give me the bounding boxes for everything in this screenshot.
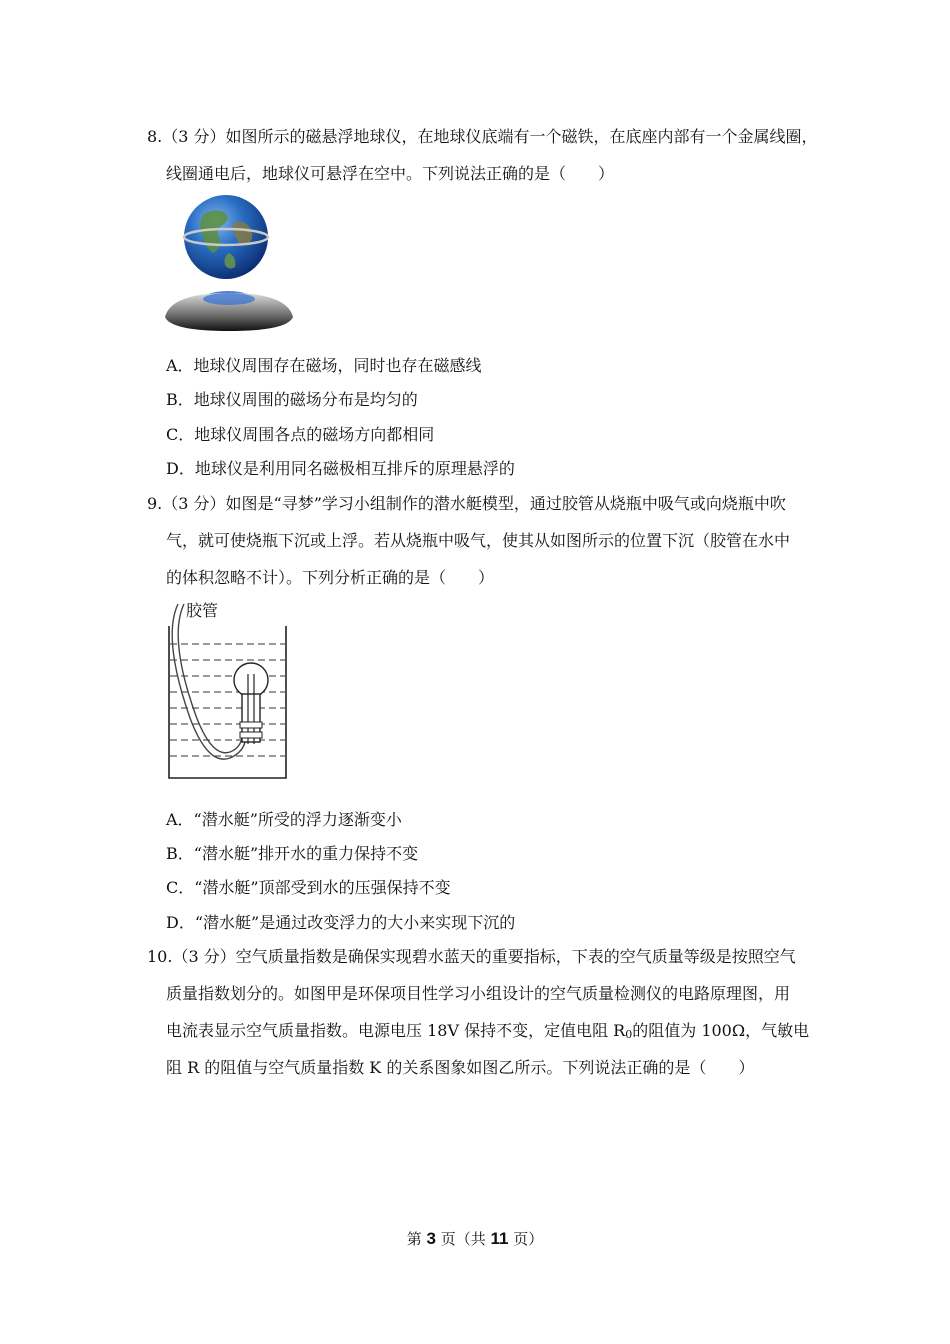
q10-stem-line1: 10.（3 分）空气质量指数是确保实现碧水蓝天的重要指标，下表的空气质量等级是按照空气 [147, 947, 796, 966]
q9-option-b: B．“潜水艇”排开水的重力保持不变 [166, 844, 419, 863]
q10-stem-line3: 电流表显示空气质量指数。电源电压 18V 保持不变，定值电阻 $R_0$的阻值为 100Ω，气敏电 [166, 1021, 810, 1041]
q9-option-c: C．“潜水艇”顶部受到水的压强保持不变 [166, 878, 451, 897]
hose-label: 胶管 [186, 601, 219, 620]
q9-stem-line3: 的体积忽略不计）。下列分析正确的是（ ） [166, 568, 495, 587]
q8-stem-line2: 线圈通电后，地球仪可悬浮在空中。下列说法正确的是（ ） [166, 164, 615, 183]
submarine-model-figure [160, 598, 292, 782]
q10-stem-line4: 阻 R 的阻值与空气质量指数 K 的关系图象如图乙所示。下列说法正确的是（ ） [166, 1058, 755, 1077]
q9-stem-line2: 气，就可使烧瓶下沉或上浮。若从烧瓶中吸气，使其从如图所示的位置下沉（胶管在水中 [166, 531, 791, 550]
q8-option-c: C．地球仪周围各点的磁场方向都相同 [166, 425, 435, 444]
q9-stem-line1: 9.（3 分）如图是“寻梦”学习小组制作的潜水艇模型，通过胶管从烧瓶中吸气或向烧瓶中吹 [147, 494, 786, 513]
total-pages: 11 [490, 1229, 509, 1248]
q10-stem-line2: 质量指数划分的。如图甲是环保项目性学习小组设计的空气质量检测仪的电路原理图，用 [166, 984, 791, 1003]
q8-option-a: A．地球仪周围存在磁场，同时也存在磁感线 [166, 356, 482, 375]
q8-option-d: D．地球仪是利用同名磁极相互排斥的原理悬浮的 [166, 459, 515, 478]
q8-stem-line1: 8.（3 分）如图所示的磁悬浮地球仪，在地球仪底端有一个磁铁，在底座内部有一个金属线圈， [147, 127, 818, 146]
page-number: 3 [426, 1229, 436, 1248]
page-footer: 第 3 页（共 11 页） [406, 1229, 544, 1248]
q8-option-b: B．地球仪周围的磁场分布是均匀的 [166, 390, 418, 409]
q9-option-d: D．“潜水艇”是通过改变浮力的大小来实现下沉的 [166, 913, 516, 932]
q9-option-a: A．“潜水艇”所受的浮力逐渐变小 [166, 810, 402, 829]
maglev-globe-image [163, 193, 296, 333]
